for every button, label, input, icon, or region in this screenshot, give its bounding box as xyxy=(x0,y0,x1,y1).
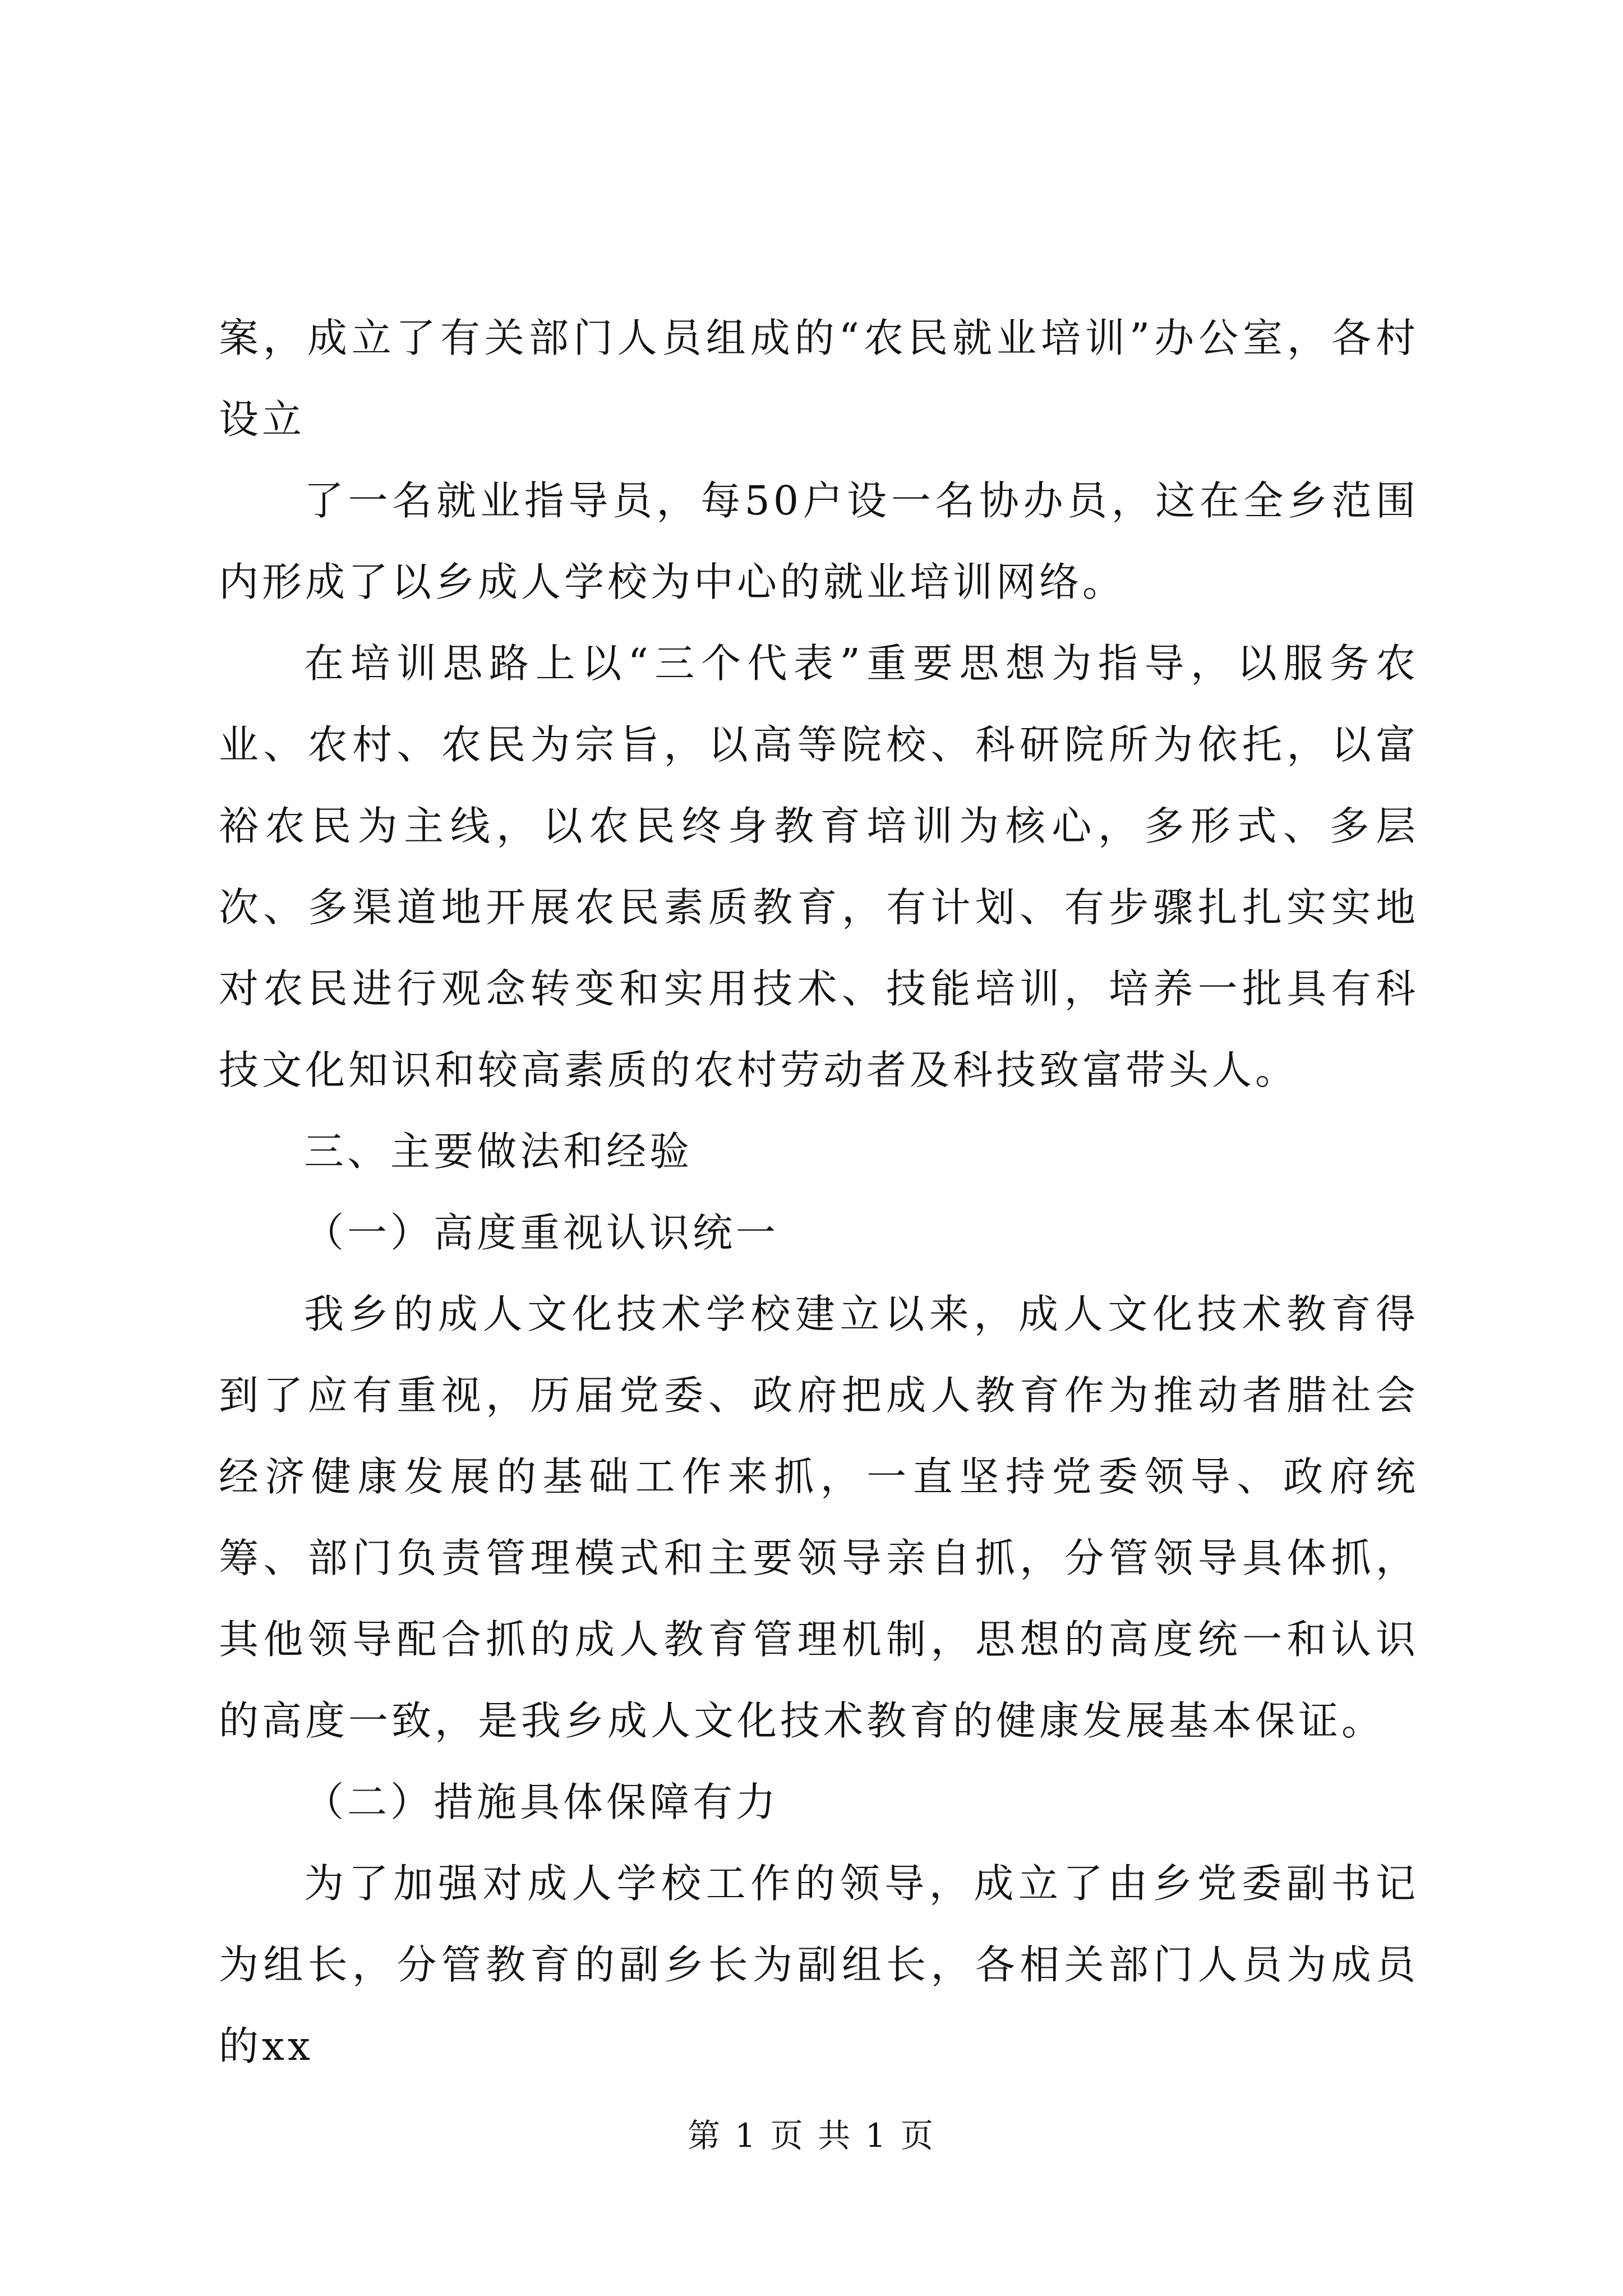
document-body xyxy=(219,297,1419,2087)
subsection-heading-1: （一）高度重视认识统一 xyxy=(304,1209,780,1256)
subsection-heading-2: （二）措施具体保障有力 xyxy=(304,1779,780,1825)
paragraph-3: 在培训思路上以“三个代表”重要思想为指导，以服务农业、农村、农民为宗旨，以高等院校、科研院所为依托，以富裕农民为主线，以农民终身教育培训为核心，多形式、多层次、多渠道地开展农民素质教育，有计划、有步骤扎扎实实地对农民进行观念转变和实用技术、技能培训，培养一批具有科技文化知识和较高素质的农村劳动者及科技致富带头人。 xyxy=(219,640,1419,1093)
paragraph-1: 案，成立了有关部门人员组成的“农民就业培训”办公室，各村设立 xyxy=(219,315,1419,443)
paragraph-5: 为了加强对成人学校工作的领导，成立了由乡党委副书记为组长，分管教育的副乡长为副组长，各相关部门人员为成员的xx xyxy=(219,1860,1419,2069)
section-heading-3: 三、主要做法和经验 xyxy=(304,1128,693,1175)
paragraph-2: 了一名就业指导员，每50户设一名协办员，这在全乡范围内形成了以乡成人学校为中心的就业培训网络。 xyxy=(219,477,1419,605)
paragraph-4: 我乡的成人文化技术学校建立以来，成人文化技术教育得到了应有重视，历届党委、政府把成人教育作为推动者腊社会经济健康发展的基础工作来抓，一直坚持党委领导、政府统筹、部门负责管理模式和主要领导亲自抓，分管领导具体抓，其他领导配合抓的成人教育管理机制，思想的高度统一和认识的高度一致，是我乡成人文化技术教育的健康发展基本保证。 xyxy=(219,1291,1419,1744)
page-number-footer: 第 1 页 共 1 页 xyxy=(688,2116,935,2155)
